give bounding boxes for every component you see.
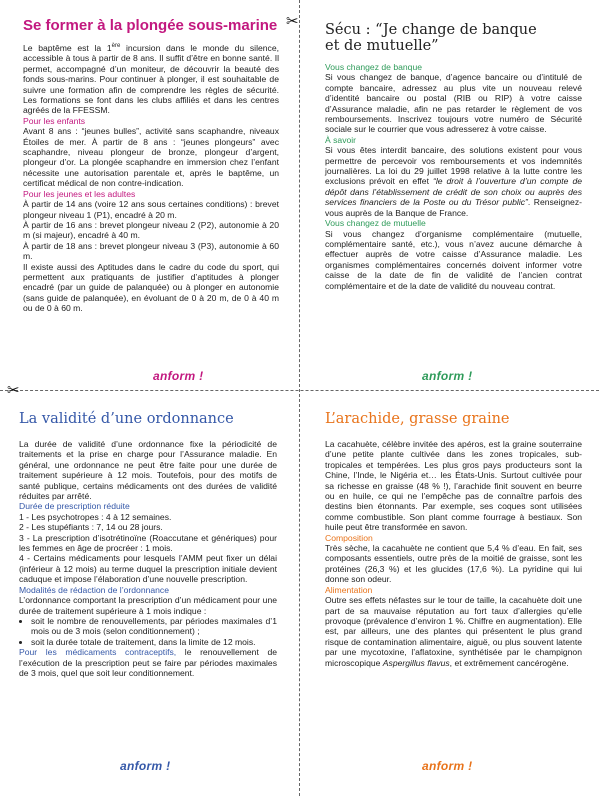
section-heading: Modalités de rédaction de l’ordonnance [19,584,170,595]
panel-title [325,22,582,54]
section-heading: Vous changez de banque [325,62,423,72]
anform-logo: anform ! [153,369,204,383]
section-text: Très sèche, la cacahuète ne contient que 5,4 % d’eau. En fait, ses composants essentiels, outre près de la moitié de graisse, sont les protéines (26,3 %) et les glucides (17,6 %). La pyridine qui lui donne son odeur. [325,543,582,585]
vertical-cut-line [299,0,300,796]
section-text: Avant 8 ans : “jeunes bulles”, activité sans scaphandre, niveaux Étoiles de mer. À partir de 8 ans : “jeunes plongeurs” avec scaphandre, niveau plongeur de bronze, plongeur d’argent, plongeur d’or. La plongée scaphandre en immersion chez l’enfant nécessite une autorisation parentale et, après le baptême, un certificat médical de non contre-indication. [23,126,279,189]
section-heading: Pour les jeunes et les adultes [23,188,136,199]
title-line: et de mutuelle” [325,38,439,54]
list-item: 1 - Les psychotropes : 4 à 12 semaines. [19,511,172,522]
anform-logo: anform ! [120,759,171,773]
section-text: Si vous changez d’organisme complémentaire (mutuelle, complémentaire santé, etc.), vous n’avez aucune démarche à effectuer auprès de votre caisse d’Assurance maladie. Les organismes complémentaires concernés doivent informer votre caisse de la date de fin de validité de l’ancien contrat complémentaire et de la date de validité du nouveau contrat. [325,228,582,291]
list-item: À partir de 14 ans (voire 12 ans sous certaines conditions) : brevet plongeur niveau 1 (P1), encadré à 20 m. [23,199,279,220]
intro-paragraph: La durée de validité d’une ordonnance fixe la périodicité de traitements et la prise en charge pour l’Assurance maladie. En général, une ordonnance ne peut être faite pour une durée de traitement supérieure à 12 mois. Toutefois, pour des motifs de santé publique, certains médicaments ont des durées de validité réduites par arrêté. [19,439,277,502]
list-item: • soit la durée totale de traitement, dans la limite de 12 mois. [31,637,277,647]
section-heading: À savoir [325,134,357,145]
section-text: Pour les médicaments contraceptifs, le renouvellement de l’exécution de la prescription peut se faire par périodes maximales de 3 mois, quel que soit leur conditionnement. [19,647,277,678]
panel-bank [325,22,582,291]
section-heading: Durée de prescription réduite [19,501,130,512]
anform-logo: anform ! [422,759,473,773]
anform-logo: anform ! [422,369,473,383]
list-item: 2 - Les stupéfiants : 7, 14 ou 28 jours. [19,522,163,533]
panel-title: Se former à la plongée sous-marine [23,17,278,34]
scissors-icon-left: ✂ [7,381,20,399]
list-item: 4 - Certains médicaments pour lesquels l’AMM peut fixer un délai (inférieur à 12 mois) au terme duquel la prescription initiale devient caduque et impose l’élaboration d’une nouvelle prescription. [19,553,277,585]
section-text: Outre ses effets néfastes sur le tour de taille, la cacahuète doit une part de sa mauvaise réputation au fort taux d’allergies qu’elle provoque (prévalence d’environ 1 %. Chiffre en augmentation). Elle est, par ailleurs, une des plantes qui présentent le plus grand risque de contamination alimentaire, aiguë, ou plus souvent latente par une mycotoxine, l’aflatoxine, synthétisée par le champignon microscopique Aspergillus flavus, et extrêmement cancérogène. [325,595,582,668]
section-heading: Pour les enfants [23,115,86,126]
section-heading: Vous changez de mutuelle [325,218,426,229]
list-item: • soit le nombre de renouvellements, par périodes maximales d’1 mois ou de 3 mois (selon conditionnement) ; [31,616,277,637]
panel-title: La validité d’une ordonnance [19,411,234,427]
section-heading: Alimentation [325,584,373,595]
section-text: L’ordonnance comportant la prescription d’un médicament pour une durée de traitement supérieure à 1 mois indique : [19,595,277,616]
panel-prescription [19,411,277,678]
list-item: À partir de 16 ans : brevet plongeur niveau 2 (P2), autonomie à 20 m (si majeur), encadré à 40 m. [23,219,279,241]
panel-diving [23,18,279,314]
scissors-icon-top: ✂ [286,12,299,30]
section-text: Si vous changez de banque, d’agence bancaire ou d’intitulé de compte bancaire, adressez au plus vite un nouveau relevé d’identité bancaire ou postal (RIB ou RIP) à votre caisse d’Assurance maladie, afin ne pas retarder le règlement de vos remboursements. Inscrivez toujours votre numéro de Sécurité sociale sur le courrier que vous adresserez à votre caisse. [325,72,582,135]
list-item: 3 - La prescription d’isotrétinoïne (Roaccutane et génériques) pour les femmes en âge de procréer : 1 mois. [19,532,277,554]
section-heading: Composition [325,532,373,543]
list-item: À partir de 18 ans : brevet plongeur niveau 3 (P3), autonomie à 60 m. [23,240,279,262]
intro-paragraph: La cacahuète, célèbre invitée des apéros, est la graine souterraine d’une petite plante cultivée dans les zones tropicales, sub-tropicales et tempérées. Les plus gros pays producteurs sont la Chine, l’Inde, le Nigéria et… les États-Unis. Surtout cultivée pour sa richesse en graisse (48 % !), l’arachide finit souvent en beurre ou en huile, ce qui ne l’empêche pas de connaître parfois des destins bien étonnants. Par exemple, ses coques sont utilisées comme combustible. Son plant comme fourrage à bestiaux. Son huile peut être transformée en savon. [325,439,582,533]
panel-peanut [325,411,582,668]
intro-paragraph: Le baptême est la 1ère incursion dans le monde du silence, accessible à tous à partir de 8 ans. Il suffit d’être en bonne santé. Il permet, accompagné d’un moniteur, de découvrir la beauté des fonds sous-marins. Pour continuer à plonger, il est souhaitable de suivre une formation afin de comprendre les règles de sécurité. Les formations se font dans les clubs affiliés et dans les centres agréés de la FFESSM. [23,43,279,116]
panel-title: L’arachide, grasse graine [325,411,510,427]
horizontal-cut-line [0,390,599,391]
title-line: Sécu : “Je change de banque [325,22,537,38]
bullet-list [19,616,277,647]
list-item: Il existe aussi des Aptitudes dans le cadre du code du sport, qui permettent aux pratiquants de justifier d’aptitudes à plonger encadré (par un guide de palanquée) ou à plonger en autonomie (sans guide de palanquée), en évoluant de 0 à 20 m, de 0 à 40 m ou de 0 à 60 m. [23,261,279,314]
section-text: Si vous êtes interdit bancaire, des solutions existent pour vous permettre de percevoir vos remboursements et vos indemnités journalières. La loi du 29 juillet 1998 relative à la lutte contre les exclusions prévoit en effet “le droit à l’ouverture d’un compte de dépôt dans l’établissement de crédit de son choix ou auprès des services financiers de la Poste ou du Trésor public”. Renseignez-vous auprès de la Banque de France. [325,145,582,218]
